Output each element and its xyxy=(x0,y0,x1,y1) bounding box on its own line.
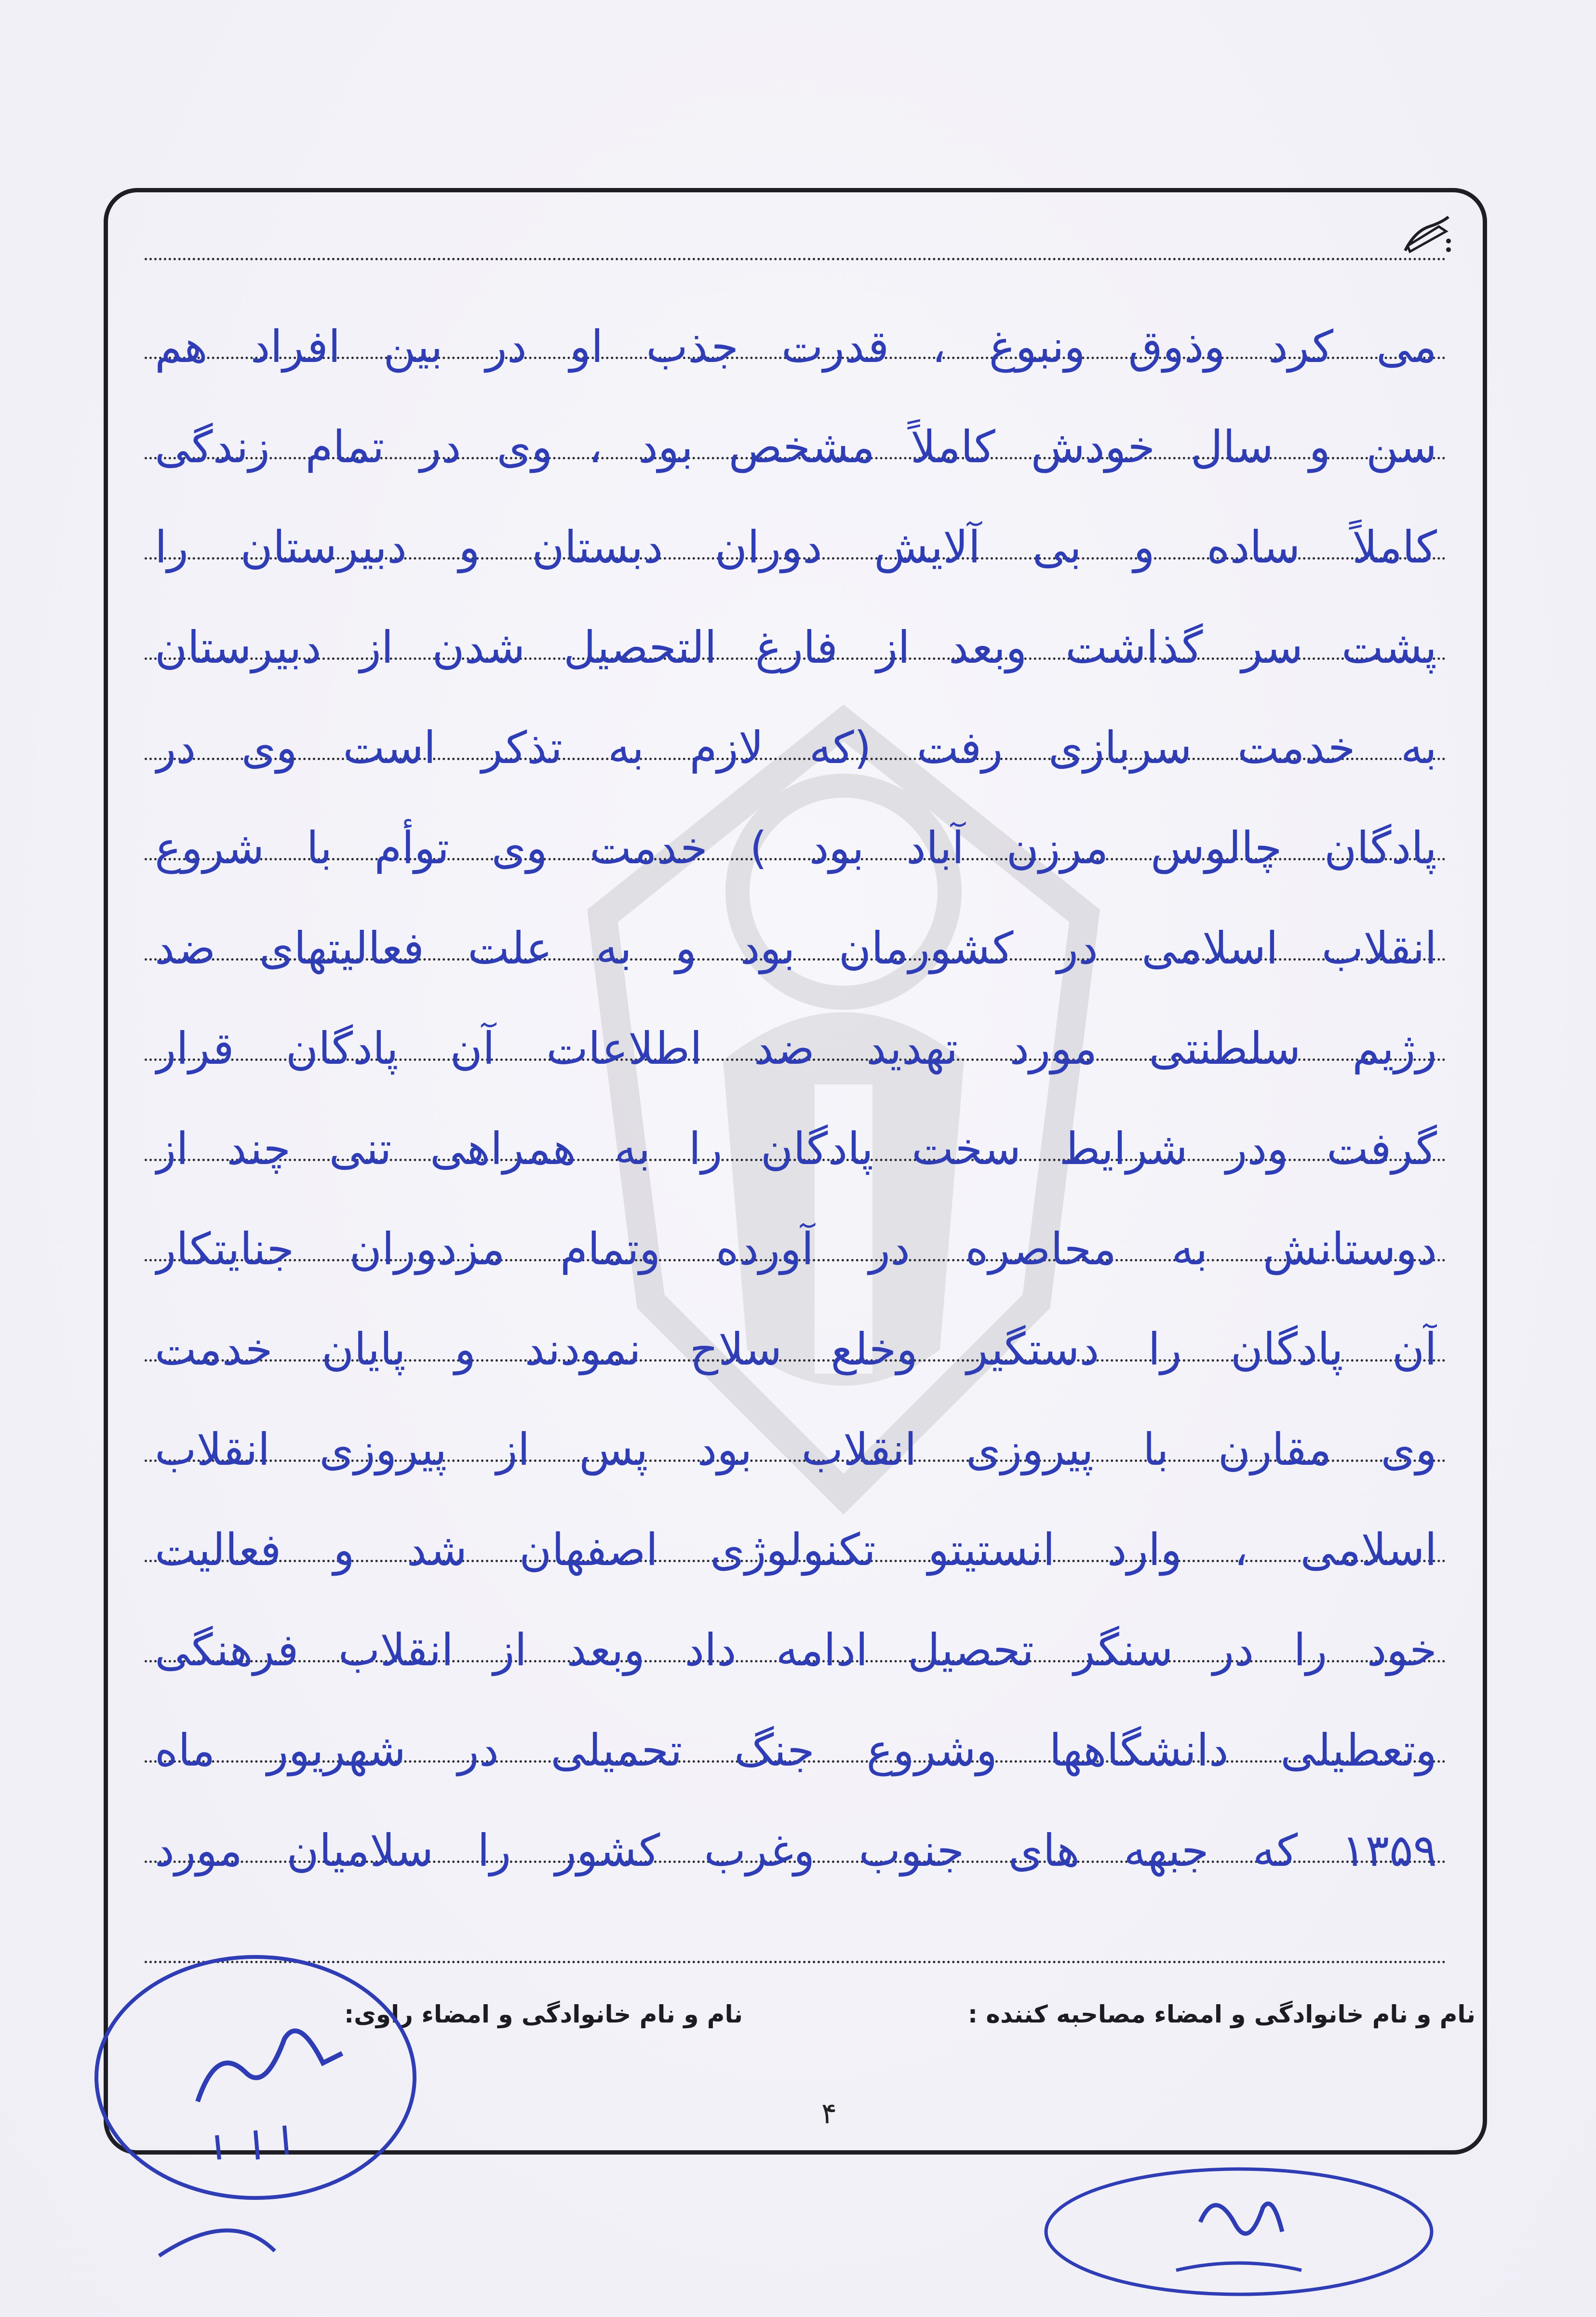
narrator-signature xyxy=(72,1918,439,2294)
handwritten-line: انقلاب اسلامی در کشورمان بود و به علت فعالیتهای ضد xyxy=(155,923,1437,974)
handwritten-line: به خدمت سربازی رفت (که لازم به تذکر است وی در xyxy=(155,722,1437,774)
handwritten-line: وتعطیلی دانشگاهها وشروع جنگ تحمیلی در شهریور ماه xyxy=(155,1725,1437,1776)
handwritten-line: آن پادگان را دستگیر وخلع سلاح نمودند و پایان خدمت xyxy=(155,1324,1437,1375)
page-number: ۴ xyxy=(821,2097,837,2130)
handwritten-line: پشت سر گذاشت وبعد از فارغ التحصیل شدن از دبیرستان xyxy=(155,622,1437,673)
narrator-signature-label: نام و نام خانوادگی و امضاء راوی: xyxy=(344,2000,743,2028)
ruled-line xyxy=(145,258,1446,260)
handwritten-line: پادگان چالوس مرزن آباد بود ) خدمت وی توأم با شروع xyxy=(155,822,1437,874)
handwritten-line: دوستانش به محاصره در آورده وتمام مزدوران جنایتکار xyxy=(155,1223,1437,1275)
handwritten-line: ۱۳۵۹ که جبهه های جنوب وغرب کشور را سلامیان مورد xyxy=(155,1825,1437,1876)
handwritten-line: سن و سال خودش کاملاً مشخص بود ، وی در تمام زندگی xyxy=(155,421,1437,473)
interviewer-signature xyxy=(1032,2150,1446,2304)
handwritten-line: خود را در سنگر تحصیل ادامه داد وبعد از انقلاب فرهنگی xyxy=(155,1624,1437,1676)
handwritten-line: می کرد وذوق ونبوغ ، قدرت جذب او در بین افراد هم xyxy=(155,321,1437,373)
handwritten-line: اسلامی ، وارد انستیتو تکنولوژی اصفهان شد و فعالیت xyxy=(155,1524,1437,1576)
handwritten-line: وی مقارن با پیروزی انقلاب بود پس از پیروزی انقلاب xyxy=(155,1424,1437,1475)
handwritten-line: کاملاً ساده و بی آلایش دوران دبستان و دبیرستان را xyxy=(155,522,1437,573)
handwritten-line: گرفت ودر شرایط سخت پادگان را به همراهی تنی چند از xyxy=(155,1123,1437,1175)
handwritten-line: رژیم سلطنتی مورد تهدید ضد اطلاعات آن پادگان قرار xyxy=(155,1023,1437,1074)
pen-writing-icon xyxy=(1400,212,1453,255)
interviewer-signature-label: نام و نام خانوادگی و امضاء مصاحبه کننده : xyxy=(968,2000,1475,2028)
